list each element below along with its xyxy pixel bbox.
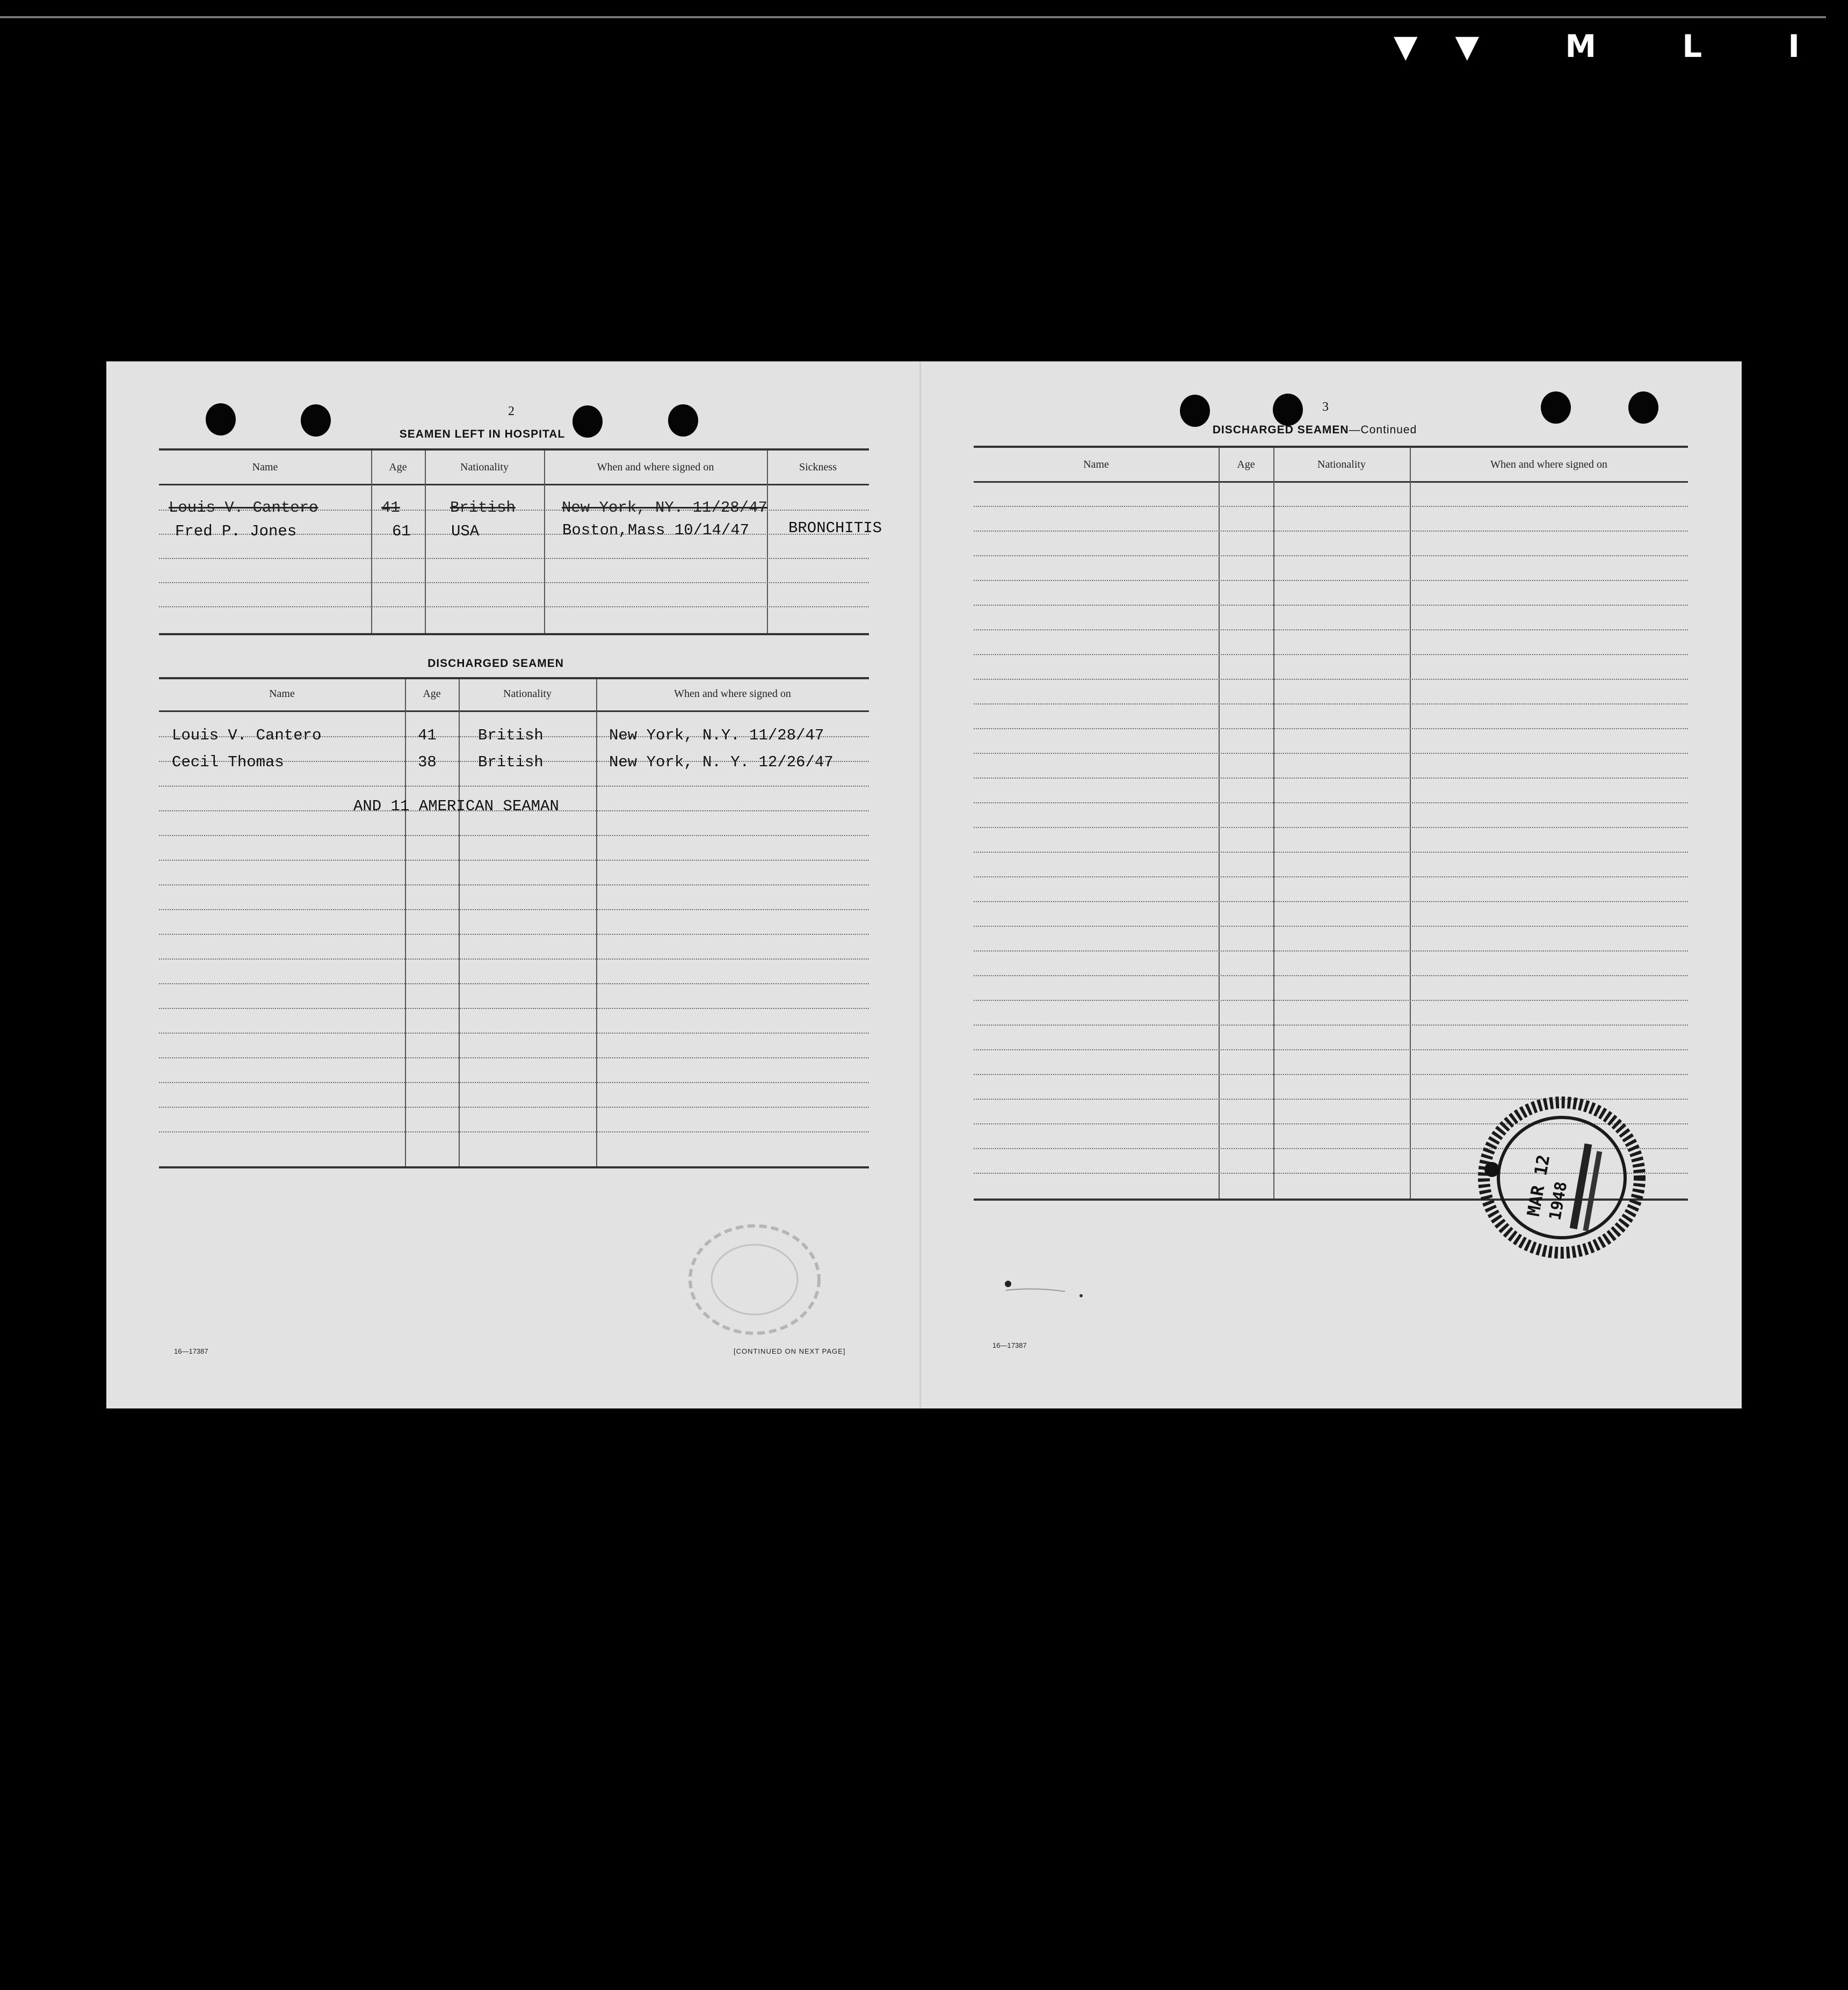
row-rule [974,876,1688,877]
column-rule [1219,448,1220,1199]
row-rule [159,909,869,910]
row-rule [159,582,869,583]
row-rule [974,901,1688,902]
column-header: Nationality [503,688,552,700]
row-rule [159,1057,869,1058]
column-header: Age [423,688,441,700]
hospital-row-age: 61 [392,522,411,540]
row-rule [974,728,1688,729]
hospital-row-sickness: BRONCHITIS [788,519,882,537]
row-rule [974,827,1688,828]
discharged-row-nationality: British [478,753,543,771]
hospital-row-name: Louis V. Cantero [169,499,318,517]
discharged-row-name: Cecil Thomas [172,753,284,771]
row-rule [974,1000,1688,1001]
row-rule [159,1107,869,1108]
row-rule [974,1049,1688,1050]
film-marks: ▼▼ M L I [1393,28,1837,64]
column-header: Name [1083,459,1109,470]
row-rule [974,679,1688,680]
row-rule [159,1033,869,1034]
row-rule [974,1025,1688,1026]
row-rule [974,753,1688,754]
discharged-continued-table [974,446,1688,1201]
form-number: 16—17387 [174,1347,208,1355]
column-header: When and where signed on [1490,459,1607,470]
column-header: When and where signed on [674,688,791,700]
row-rule [974,926,1688,927]
column-rule [425,451,426,633]
row-rule [974,778,1688,779]
punch-hole [1273,394,1303,426]
column-rule [544,451,545,633]
column-rule [405,679,406,1166]
row-rule [974,580,1688,581]
page-number: 3 [1322,400,1329,414]
form-number: 16—17387 [992,1341,1027,1349]
discharged-row-signed-on: New York, N.Y. 11/28/47 [609,727,824,744]
row-rule [974,852,1688,853]
column-header: When and where signed on [597,461,714,473]
page-number: 2 [508,404,514,418]
discharged-continued-title-main: DISCHARGED SEAMEN [1212,424,1349,436]
hospital-row-signed-on: New York, NY. 11/28/47 [562,499,767,517]
page-fold [919,361,921,1408]
punch-hole [1628,391,1658,424]
row-rule [974,1074,1688,1075]
discharged-table [159,677,869,1168]
hospital-section-title: SEAMEN LEFT IN HOSPITAL [399,428,566,440]
row-rule [974,531,1688,532]
continued-note: [CONTINUED ON NEXT PAGE] [734,1347,846,1355]
row-rule [159,1131,869,1132]
row-rule [159,860,869,861]
svg-text:1948: 1948 [1546,1180,1571,1222]
discharged-row-nationality: British [478,727,543,744]
discharged-continued-title [1180,424,1449,437]
row-rule [974,703,1688,705]
film-edge-rule [0,16,1826,18]
row-rule [159,786,869,787]
row-rule [159,1082,869,1083]
row-rule [974,629,1688,630]
hospital-row-signed-on: Boston,Mass 10/14/47 [562,521,750,539]
discharged-note: AND 11 AMERICAN SEAMAN [353,797,559,815]
punch-hole [206,403,236,435]
svg-text:MAR 12: MAR 12 [1523,1153,1554,1218]
hospital-row-name: Fred P. Jones [175,522,297,540]
discharged-continued-title-suffix: —Continued [1349,424,1417,436]
discharged-row-signed-on: New York, N. Y. 12/26/47 [609,753,834,771]
row-rule [159,983,869,984]
discharged-row-age: 38 [418,753,437,771]
discharged-row-age: 41 [418,727,437,744]
row-rule [974,950,1688,952]
row-rule [974,605,1688,606]
row-rule [159,1008,869,1009]
punch-hole [1541,391,1571,424]
punch-hole [668,404,698,437]
column-rule [1410,448,1411,1199]
column-header: Age [389,461,407,473]
row-rule [974,975,1688,976]
column-rule [1273,448,1274,1199]
row-rule [974,654,1688,655]
column-header: Nationality [1317,459,1366,470]
row-rule [974,555,1688,556]
document-sheet [106,361,1742,1408]
hospital-table [159,448,869,635]
faint-stamp-mark [677,1218,832,1341]
hospital-row-age: 41 [381,499,400,517]
row-rule [159,835,869,836]
punch-hole [301,404,331,437]
punch-hole [1180,395,1210,427]
ink-smudge [1001,1274,1108,1306]
row-rule [974,506,1688,507]
row-rule [159,958,869,960]
row-rule [159,884,869,885]
hospital-row-nationality: British [450,499,516,517]
column-rule [371,451,372,633]
column-header: Sickness [799,461,837,473]
row-rule [159,558,869,559]
hospital-row-nationality: USA [451,522,480,540]
column-rule [767,451,768,633]
row-rule [159,606,869,607]
port-date-stamp [1470,1094,1648,1261]
column-header: Name [252,461,278,473]
column-header: Nationality [460,461,509,473]
row-rule [974,802,1688,803]
column-header: Age [1237,459,1255,470]
column-rule [596,679,597,1166]
column-rule [459,679,460,1166]
discharged-row-name: Louis V. Cantero [172,727,322,744]
column-header: Name [269,688,295,700]
discharged-section-title: DISCHARGED SEAMEN [427,657,564,670]
row-rule [159,934,869,935]
